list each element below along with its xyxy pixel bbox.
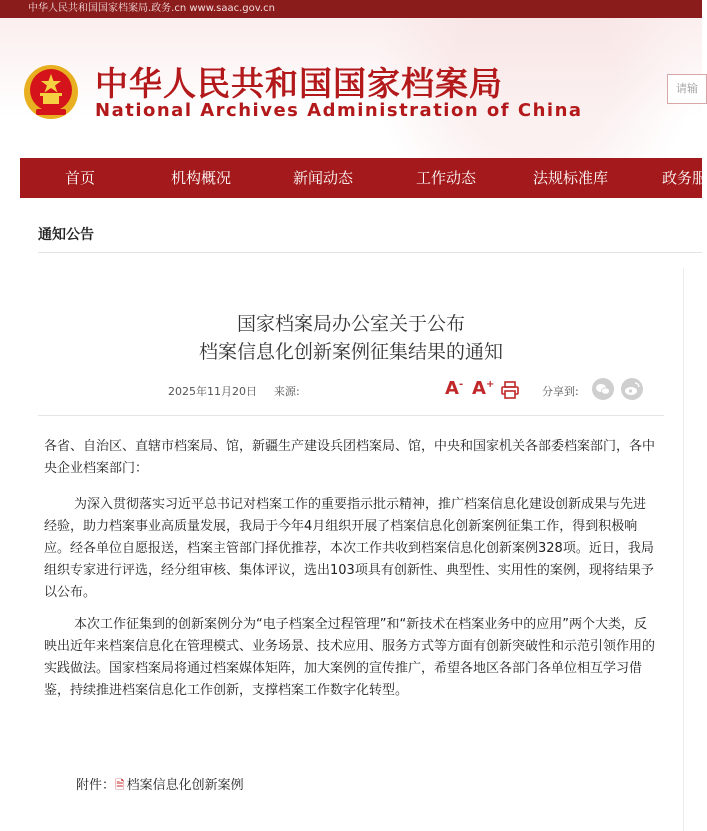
main-nav <box>20 158 707 198</box>
meta-divider <box>38 415 664 416</box>
search-input[interactable]: 请输 <box>667 74 707 104</box>
font-decrease-letter: A <box>445 378 459 399</box>
section-divider <box>38 252 702 253</box>
font-plus-sign: + <box>485 379 495 390</box>
top-bar <box>0 0 702 18</box>
print-icon[interactable] <box>500 380 520 400</box>
font-increase-letter: A <box>472 378 486 399</box>
nav-item-government[interactable]: 政务服 <box>662 169 707 187</box>
section-title: 通知公告 <box>38 227 94 243</box>
article-title-line2: 档案信息化创新案例征集结果的通知 <box>198 341 503 363</box>
article-title-line1: 国家档案局办公室关于公布 <box>236 313 465 335</box>
sidebar-divider <box>683 268 684 831</box>
article-paragraph: 各省、自治区、直辖市档案局、馆，新疆生产建设兵团档案局、馆，中央和国家机关各部委档案部门，各中央企业档案部门： <box>44 439 656 476</box>
nav-item-news[interactable]: 新闻动态 <box>293 169 354 187</box>
article-paragraph: 本次工作征集到的创新案例分为“电子档案全过程管理”和“新技术在档案业务中的应用”两个大类，反映出近年来档案信息化在管理模式、业务场景、技术应用、服务方式等方面有创新突破性和示范引领作用的实践做法。国家档案局将通过档案媒体矩阵，加大案例的宣传推广，希望各地区各部门各单位相互学习借鉴，持续推进档案信息化工作创新，支撑档案工作数字化转型。 <box>44 617 656 698</box>
wechat-icon[interactable] <box>592 378 614 400</box>
top-bar-text: 中华人民共和国国家档案局.政务.cn www.saac.gov.cn <box>28 3 275 14</box>
site-header <box>0 18 702 158</box>
article-paragraph: 为深入贯彻落实习近平总书记对档案工作的重要指示批示精神，推广档案信息化建设创新成果与先进经验，助力档案事业高质量发展，我局于今年4月组织开展了档案信息化创新案例征集工作，得到积极响应。经各单位自愿报送，档案主管部门择优推荐，本次工作共收到档案信息化创新案例328项。近日，我局组织专家进行评选，经分组审核、集体评议，选出103项具有创新性、典型性、实用性的案例，现将结果予以公布。 <box>44 497 654 600</box>
site-title-en: National Archives Administration of China <box>95 100 583 121</box>
attachment <box>76 774 244 797</box>
document-icon: 🗎 <box>115 778 125 792</box>
nav-item-home[interactable]: 首页 <box>65 169 96 187</box>
nav-item-work[interactable]: 工作动态 <box>416 169 477 187</box>
article-date: 2025年11月20日 <box>168 385 257 398</box>
weibo-icon[interactable] <box>621 378 643 400</box>
national-emblem-icon <box>22 62 80 122</box>
font-increase-button[interactable] <box>472 378 494 399</box>
share-label: 分享到: <box>542 385 579 398</box>
site-title-cn[interactable]: 中华人民共和国国家档案局 <box>95 64 503 103</box>
attachment-label: 附件： <box>76 778 116 793</box>
nav-item-regulations[interactable]: 法规标准库 <box>533 169 609 187</box>
font-minus-sign: - <box>458 379 464 390</box>
nav-item-about[interactable]: 机构概况 <box>171 169 232 187</box>
attachment-link[interactable]: 档案信息化创新案例 <box>126 778 244 793</box>
article-source-label: 来源: <box>274 385 300 398</box>
font-decrease-button[interactable] <box>445 378 463 399</box>
